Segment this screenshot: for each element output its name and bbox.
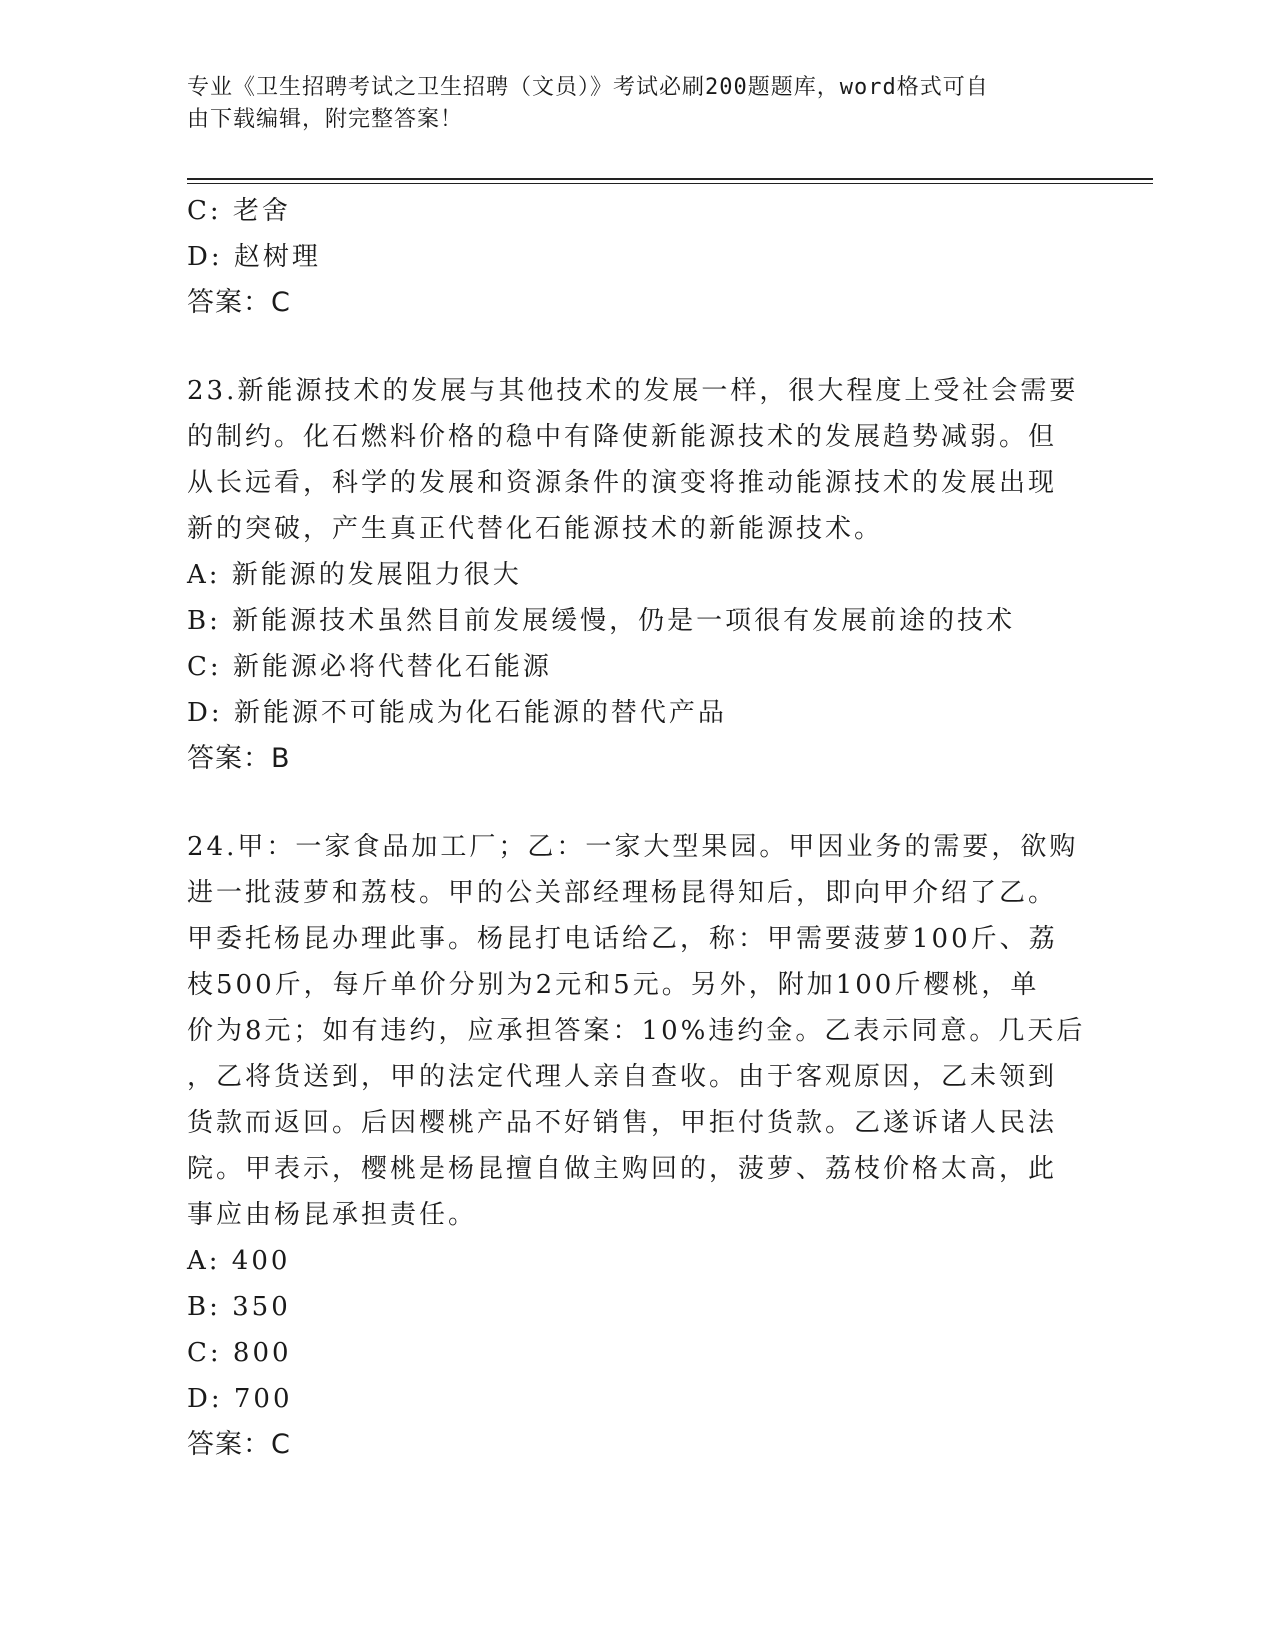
answer-line: 答案：C xyxy=(187,1429,291,1460)
answer-line: 答案：B xyxy=(187,743,291,774)
header-title-line2: 由下载编辑，附完整答案！ xyxy=(187,107,464,132)
question-24 xyxy=(187,824,1087,1468)
question-stem-line: 从长远看，科学的发展和资源条件的演变将推动能源技术的发展出现 xyxy=(187,468,1058,498)
question-stem-line: 24.甲：一家食品加工厂；乙：一家大型果园。甲因业务的需要，欲购 xyxy=(187,832,1079,862)
question-stem-line: 的制约。化石燃料价格的稳中有降使新能源技术的发展趋势减弱。但 xyxy=(187,422,1058,452)
question-stem-line: 院。甲表示，樱桃是杨昆擅自做主购回的，菠萝、荔枝价格太高，此 xyxy=(187,1154,1058,1184)
option-b: B: 新能源技术虽然目前发展缓慢，仍是一项很有发展前途的技术 xyxy=(187,606,1016,636)
option-b: B: 350 xyxy=(187,1292,291,1322)
question-stem-line: 货款而返回。后因樱桃产品不好销售，甲拒付货款。乙遂诉诸人民法 xyxy=(187,1108,1058,1138)
option-a: A: 新能源的发展阻力很大 xyxy=(187,560,522,590)
question-23 xyxy=(187,368,1087,782)
header-title-line1: 专业《卫生招聘考试之卫生招聘（文员）》考试必刷200题题库，word格式可自 xyxy=(187,75,989,100)
option-d: D: 700 xyxy=(187,1384,293,1414)
document-header xyxy=(187,72,1067,136)
option-c: C: 800 xyxy=(187,1338,292,1368)
option-c: C: 新能源必将代替化石能源 xyxy=(187,652,552,682)
question-stem-line: 枝500斤，每斤单价分别为2元和5元。另外，附加100斤樱桃，单 xyxy=(187,970,1040,1000)
option-d: D: 新能源不可能成为化石能源的替代产品 xyxy=(187,698,727,728)
document-body xyxy=(187,188,1087,1468)
spacer xyxy=(187,782,1087,824)
question-stem-line: 新的突破，产生真正代替化石能源技术的新能源技术。 xyxy=(187,514,884,544)
question-stem-line: 事应由杨昆承担责任。 xyxy=(187,1200,478,1230)
option-a: A: 400 xyxy=(187,1246,291,1276)
option-d: D: 赵树理 xyxy=(187,242,321,272)
question-stem-line: ，乙将货送到，甲的法定代理人亲自查收。由于客观原因，乙未领到 xyxy=(187,1062,1058,1092)
option-c: C: 老舍 xyxy=(187,196,291,226)
header-rule-thick xyxy=(187,178,1153,180)
question-stem-line: 23.新能源技术的发展与其他技术的发展一样，很大程度上受社会需要 xyxy=(187,376,1079,406)
question-stem-line: 甲委托杨昆办理此事。杨昆打电话给乙，称：甲需要菠萝100斤、荔 xyxy=(187,924,1058,954)
question-stem-line: 价为8元；如有违约，应承担答案：10%违约金。乙表示同意。几天后 xyxy=(187,1016,1086,1046)
header-rule-thin xyxy=(187,183,1153,184)
answer-line: 答案：C xyxy=(187,287,291,318)
question-stem-line: 进一批菠萝和荔枝。甲的公关部经理杨昆得知后，即向甲介绍了乙。 xyxy=(187,878,1058,908)
spacer xyxy=(187,326,1087,368)
question-22-tail xyxy=(187,188,1087,326)
